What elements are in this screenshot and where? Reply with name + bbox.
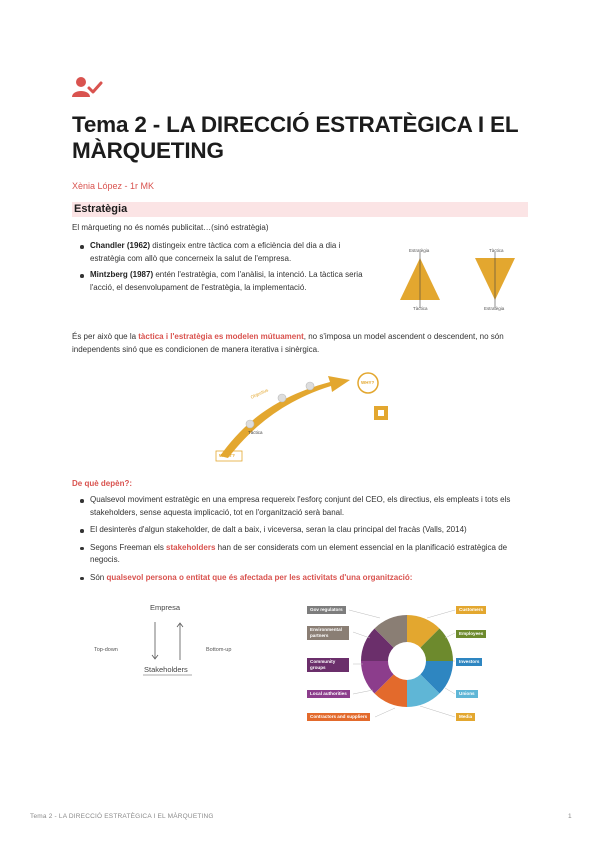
triangle-label: Tàctica bbox=[413, 306, 428, 311]
strategy-arrow-graphic bbox=[210, 368, 400, 464]
page-title: Tema 2 - LA DIRECCIÓ ESTRATÈGICA I EL MÀRQUETING bbox=[72, 112, 518, 163]
stakeholder-wheel bbox=[305, 600, 505, 725]
wheel-label: Investors bbox=[456, 658, 482, 666]
arrow-label: WHAT? bbox=[219, 453, 235, 458]
section-heading bbox=[72, 202, 528, 217]
author: Xènia López - 1r MK bbox=[72, 181, 155, 191]
list-item: Chandler (1962) distingeix entre tàctica com a eficiència del dia a dia i estratègia com allò que concerneix la salut de l'empresa. bbox=[76, 240, 366, 265]
depends-bullets bbox=[76, 494, 536, 584]
diagram-bottom: Stakeholders bbox=[144, 665, 188, 674]
triangle-label: Estratègia bbox=[484, 306, 505, 311]
strategy-bullets bbox=[76, 240, 366, 294]
triangle-label: Estratègia bbox=[409, 248, 430, 253]
wheel-label: Local authorities bbox=[307, 690, 350, 698]
page-number: 1 bbox=[568, 813, 572, 820]
wheel-label: Unions bbox=[456, 690, 478, 698]
list-item: Segons Freeman els stakeholders han de ser considerats com un element essencial en la planificació estratègica de negocis. bbox=[76, 542, 536, 567]
list-item: Mintzberg (1987) entén l'estratègia, com l'anàlisi, la intenció. La tàctica seria l'acció, el desenvolupament de l'estratègia, la implementació. bbox=[76, 269, 366, 294]
diagram-left: Top-down bbox=[94, 647, 118, 653]
depends-heading: De què depèn?: bbox=[72, 479, 133, 488]
strategy-triangles bbox=[395, 248, 545, 313]
diagram-top: Empresa bbox=[150, 603, 181, 612]
diagram-right: Bottom-up bbox=[206, 647, 232, 653]
list-item: Qualsevol moviment estratègic en una empresa requereix l'esforç conjunt del CEO, els directius, els empleats i tots els stakeholders, sense aquesta implicació, tot en l'organització serà banal. bbox=[76, 494, 536, 519]
intro-text: El màrqueting no és només publicitat…(sinó estratègia) bbox=[72, 223, 269, 232]
wheel-label: Environmental partners bbox=[307, 626, 349, 640]
topdown-diagram bbox=[88, 600, 268, 680]
wheel-label: Employees bbox=[456, 630, 486, 638]
section-heading-text: Estratègia bbox=[74, 203, 128, 215]
wheel-label: Contractors and suppliers bbox=[307, 713, 370, 721]
footer-title: Tema 2 - LA DIRECCIÓ ESTRATÈGICA I EL MÀRQUETING bbox=[30, 813, 214, 820]
wheel-label: Gov regulators bbox=[307, 606, 346, 614]
arrow-label: Objectius bbox=[249, 387, 269, 400]
wheel-label: Media bbox=[456, 713, 475, 721]
arrow-label: Tàctica bbox=[248, 430, 263, 435]
wheel-label: Customers bbox=[456, 606, 486, 614]
wheel-label: Community groups bbox=[307, 658, 349, 672]
list-item: Són qualsevol persona o entitat que és afectada per les activitats d'una organització: bbox=[76, 572, 536, 585]
arrow-label: WHY? bbox=[361, 380, 375, 385]
synergy-paragraph: És per això que la tàctica i l'estratègia es modelen mútuament, no s'imposa un model ascendent o descendent, no són independents sinó que es condicionen de manera iterativa i sinèrgica. bbox=[72, 332, 504, 354]
user-check-icon bbox=[72, 76, 104, 98]
triangle-label: Tàctica bbox=[489, 248, 504, 253]
list-item: El desinterès d'algun stakeholder, de dalt a baix, i viceversa, seran la clau principal del fracàs (Valls, 2014) bbox=[76, 524, 536, 537]
